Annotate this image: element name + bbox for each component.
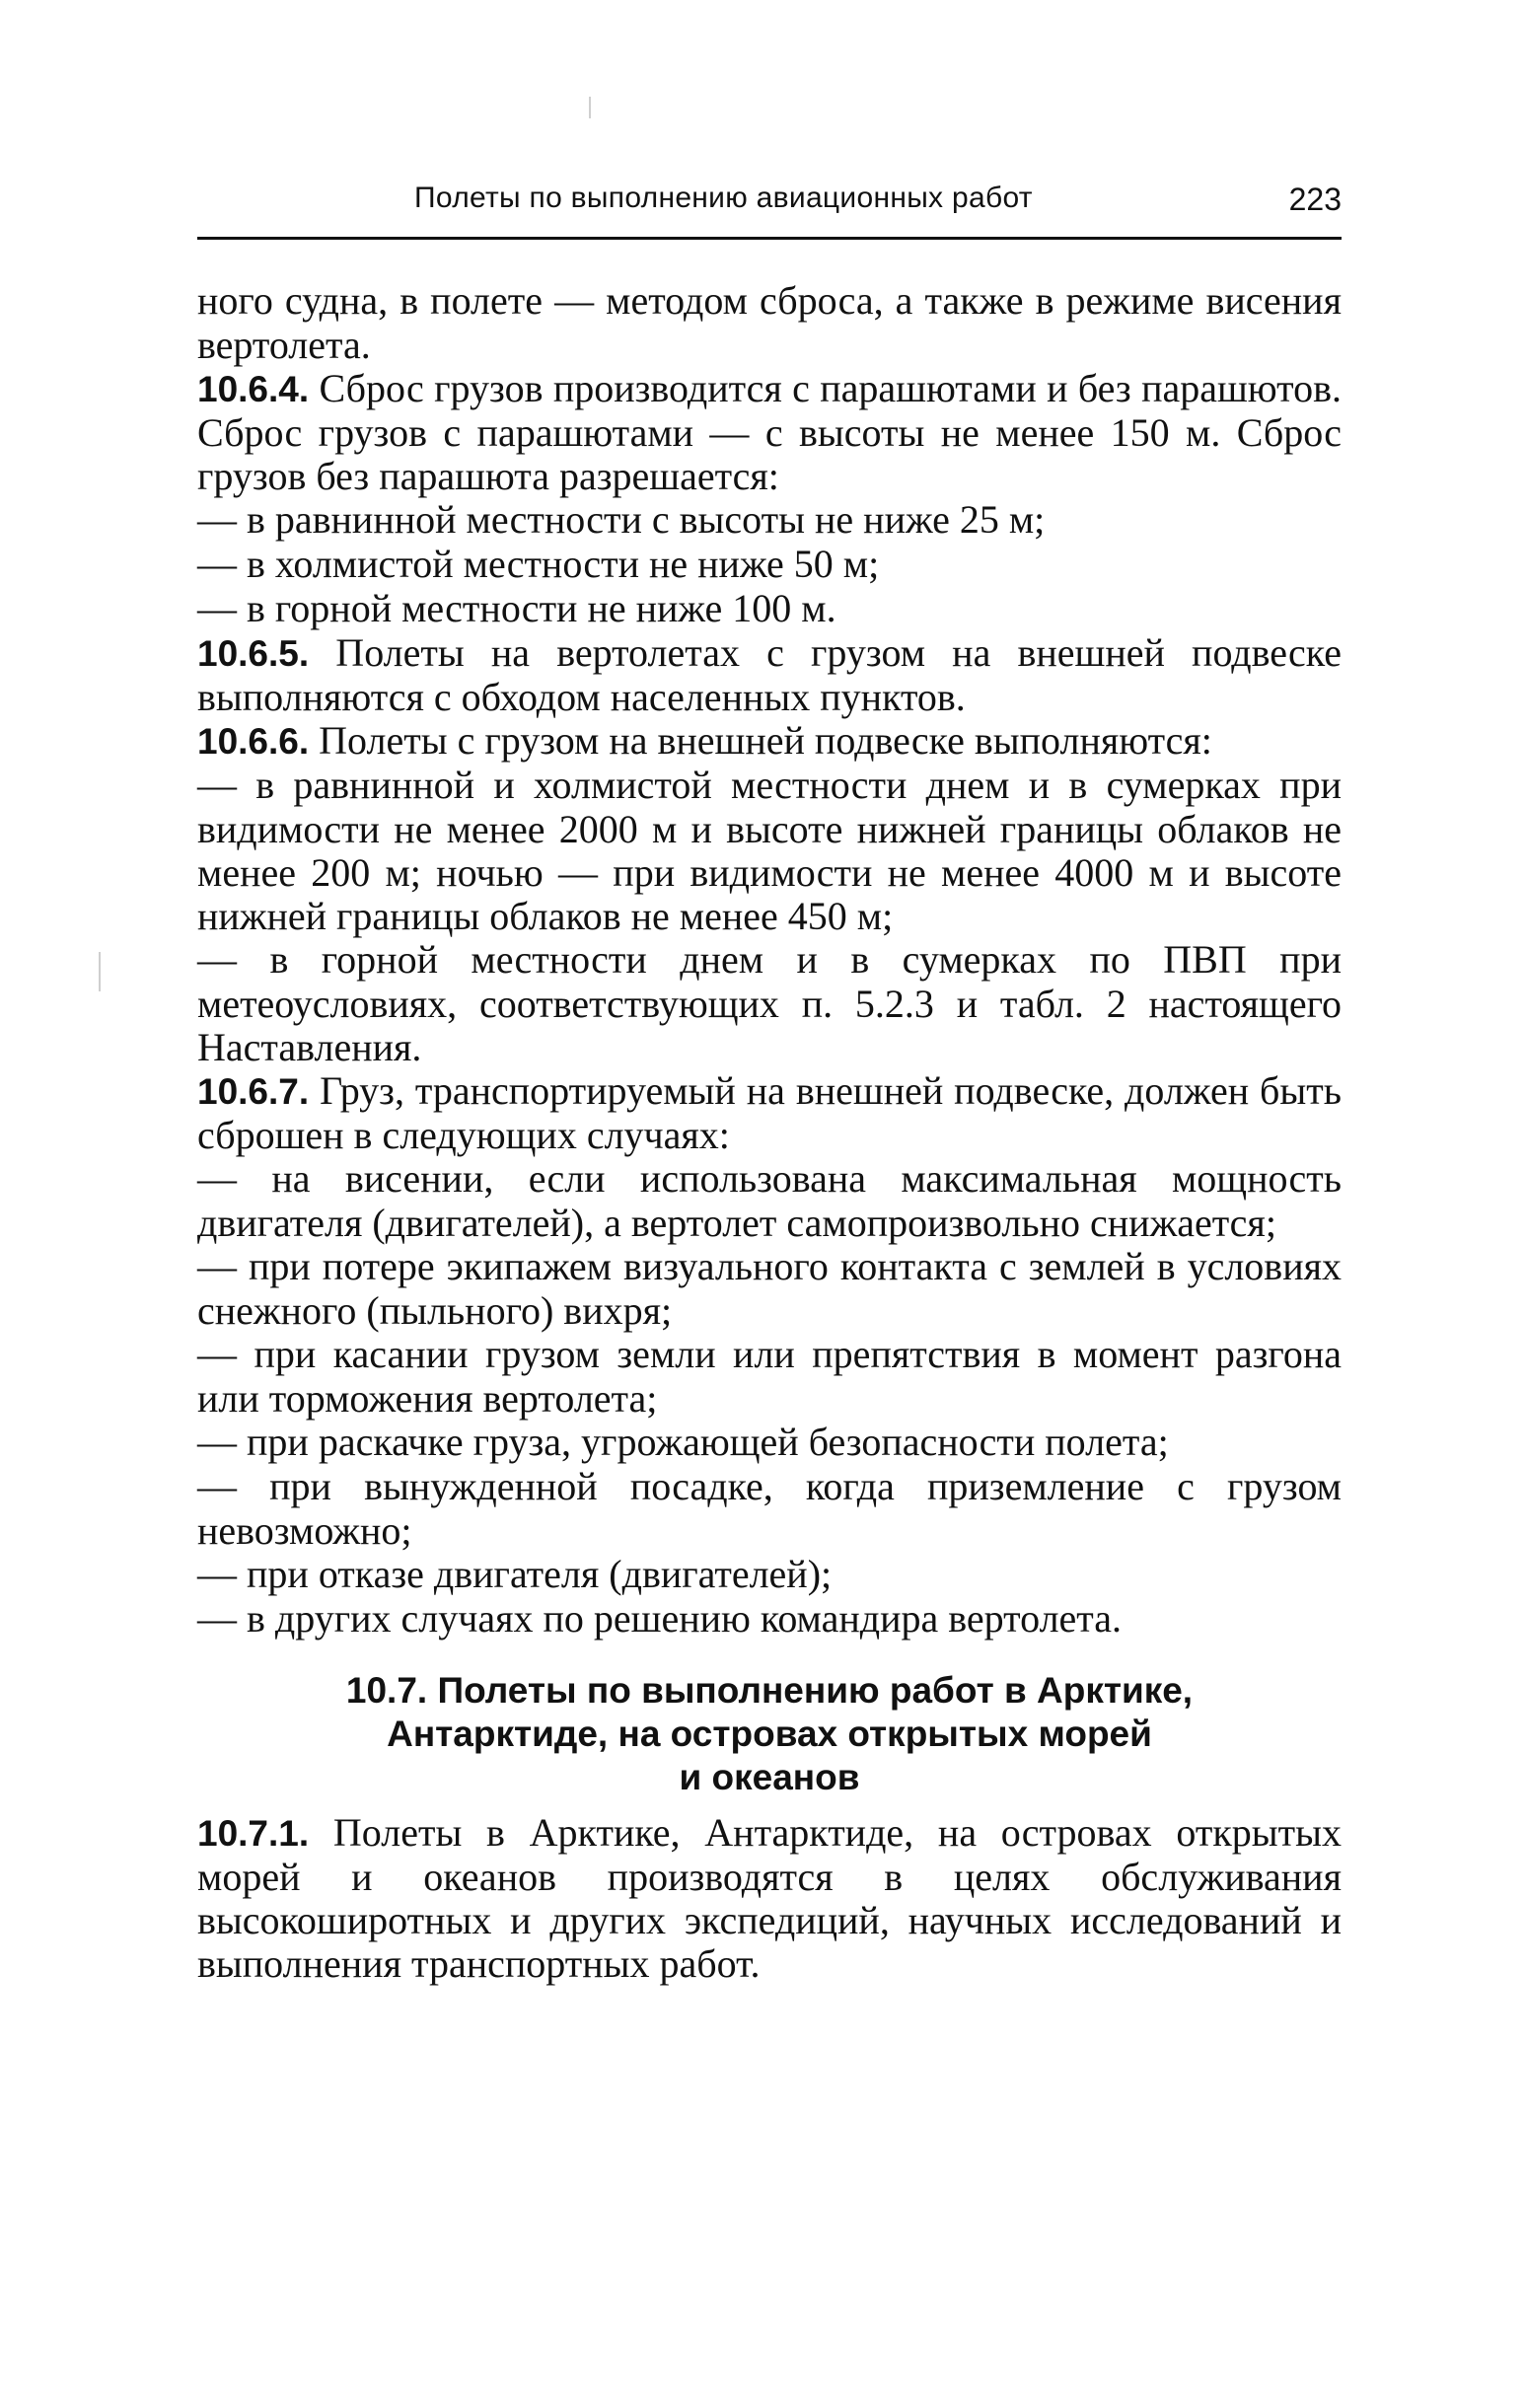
- section-heading-line: 10.7. Полеты по выполнению работ в Арктике,: [345, 1670, 1194, 1711]
- section-heading-line: Антарктиде, на островах открытых морей: [387, 1714, 1152, 1754]
- paragraph: [197, 631, 1342, 719]
- paragraph-text: Груз, транспортируемый на внешней подвеске, должен быть сброшен в следующих случаях:: [197, 1068, 1342, 1157]
- paragraph-text: — в холмистой местности не ниже 50 м;: [197, 542, 880, 586]
- list-item: [197, 1157, 1342, 1245]
- paragraph: [197, 1811, 1342, 1986]
- list-item: [197, 587, 1342, 631]
- list-item: [197, 1553, 1342, 1597]
- list-item: [197, 938, 1342, 1069]
- paragraph-text: — в горной местности не ниже 100 м.: [197, 586, 836, 630]
- clause-number: 10.7.1.: [197, 1813, 310, 1854]
- paragraph: [197, 719, 1342, 764]
- paragraph-text: — при вынужденной посадке, когда приземление с грузом невозможно;: [197, 1464, 1342, 1553]
- paragraph-text: Сброс грузов производится с парашютами и без парашютов. Сброс грузов с парашютами — с высоты не менее 150 м. Сброс грузов без парашюта разрешается:: [197, 366, 1342, 498]
- clause-number: 10.6.6.: [197, 721, 310, 762]
- section-heading-line: и океанов: [679, 1757, 860, 1797]
- list-item: [197, 1333, 1342, 1421]
- paragraph-text: — при раскачке груза, угрожающей безопасности полета;: [197, 1420, 1169, 1464]
- clause-number: 10.6.4.: [197, 369, 310, 409]
- scan-mark-top: [589, 97, 591, 118]
- paragraph: [197, 367, 1342, 498]
- scan-mark-left: [99, 952, 101, 991]
- book-page: [197, 178, 1342, 1986]
- paragraph-text: — на висении, если использована максимальная мощность двигателя (двигателей), а вертолет самопроизвольно снижается;: [197, 1156, 1342, 1245]
- clause-number: 10.6.5.: [197, 633, 310, 674]
- paragraph-text: Полеты с грузом на внешней подвеске выполняются:: [309, 718, 1212, 763]
- running-head: Полеты по выполнению авиационных работ: [414, 182, 1033, 214]
- paragraph-text: — при касании грузом земли или препятствия в момент разгона или торможения вертолета;: [197, 1332, 1342, 1421]
- paragraph-text: — при отказе двигателя (двигателей);: [197, 1552, 833, 1596]
- paragraph-text: — в равнинной местности с высоты не ниже 25 м;: [197, 497, 1046, 542]
- paragraph-text: — при потере экипажем визуального контакта с землей в условиях снежного (пыльного) вихря;: [197, 1244, 1342, 1333]
- page-header: [197, 178, 1342, 240]
- list-item: [197, 764, 1342, 938]
- paragraph-text: Полеты в Арктике, Антарктиде, на островах открытых морей и океанов производятся в целях обслуживания высокоширотных и других экспедиций, научных исследований и выполнения транспортных работ.: [197, 1810, 1342, 1986]
- list-item: [197, 1465, 1342, 1553]
- paragraph-text: — в других случаях по решению командира вертолета.: [197, 1596, 1123, 1641]
- paragraph-text: Полеты на вертолетах с грузом на внешней подвеске выполняются с обходом населенных пунктов.: [197, 630, 1342, 719]
- list-item: [197, 498, 1342, 543]
- paragraph-text: ного судна, в полете — методом сброса, а также в режиме висения вертолета.: [197, 278, 1342, 367]
- clause-number: 10.6.7.: [197, 1071, 310, 1112]
- list-item: [197, 1245, 1342, 1333]
- list-item: [197, 1421, 1342, 1465]
- body-text: [197, 279, 1342, 1986]
- paragraph-text: — в горной местности днем и в сумерках по ПВП при метеоусловиях, соответствующих п. 5.2.3 и табл. 2 настоящего Наставления.: [197, 937, 1342, 1069]
- page-number: 223: [1288, 182, 1342, 217]
- section-heading: [197, 1669, 1342, 1799]
- paragraph: [197, 1069, 1342, 1157]
- list-item: [197, 1597, 1342, 1642]
- paragraph-text: — в равнинной и холмистой местности днем и в сумерках при видимости не менее 2000 м и высоте нижней границы облаков не менее 200 м; ночью — при видимости не менее 4000 м и высоте нижней границы облаков не менее 450 м;: [197, 763, 1342, 938]
- list-item: [197, 543, 1342, 587]
- paragraph: [197, 279, 1342, 367]
